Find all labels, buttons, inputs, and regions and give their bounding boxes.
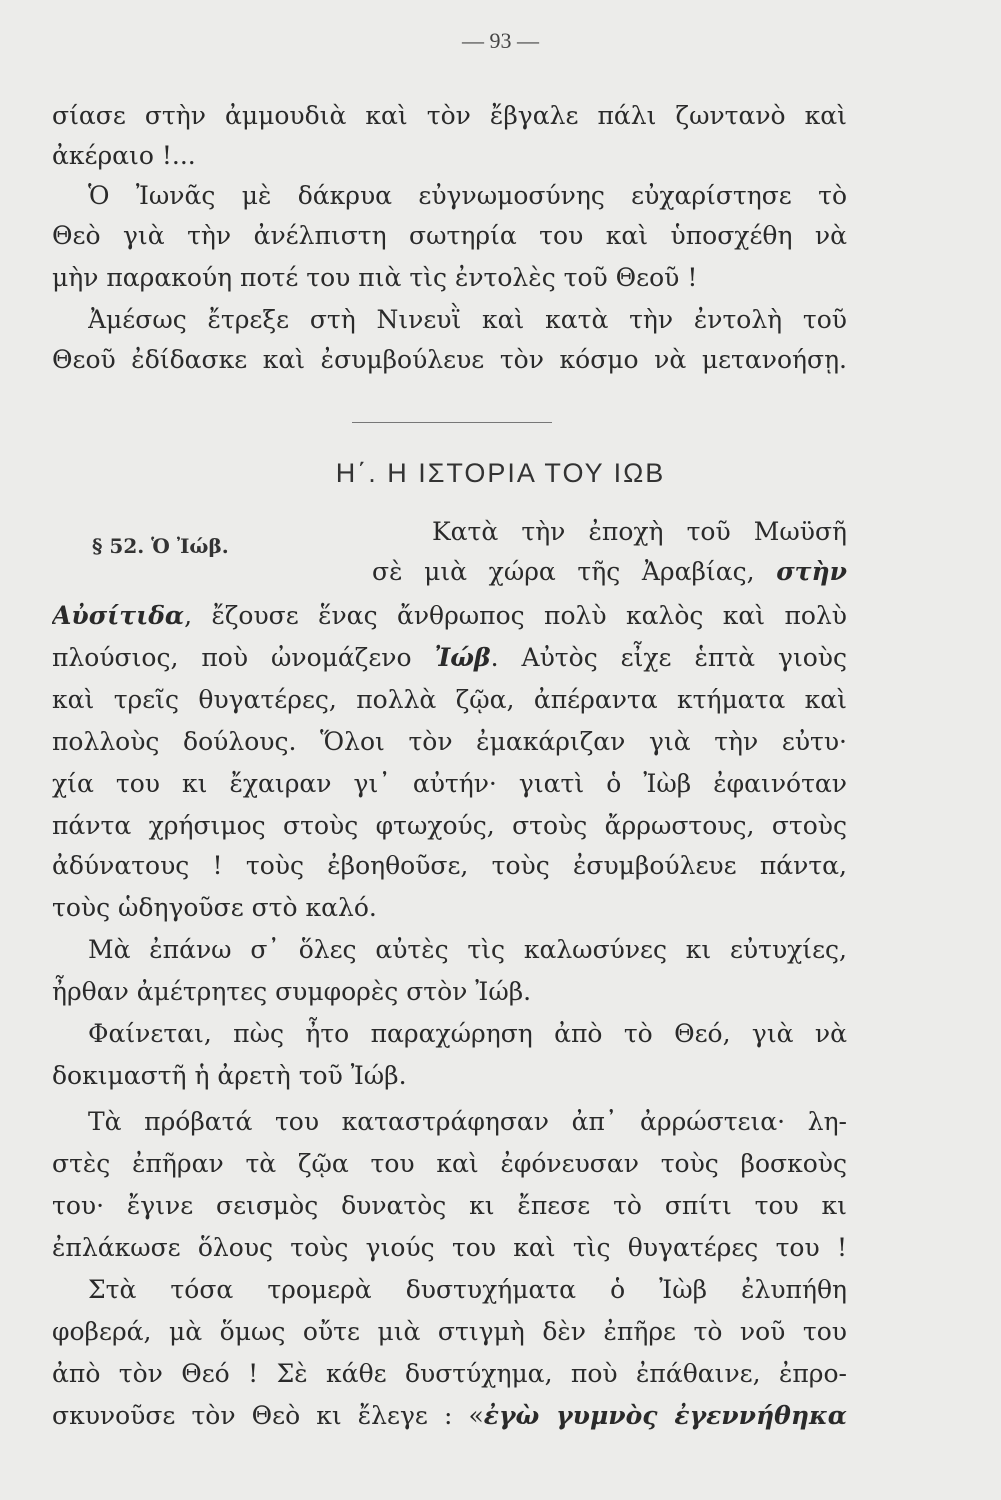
- body-line-15: Στὰ τόσα τρομερὰ δυστυχήματα ὁ Ἰὼβ ἐλυπήθη: [88, 1275, 847, 1304]
- section-line-4: πλούσιος, ποὺ ὠνομάζενο Ἰώβ. Αὐτὸς εἶχε ἑπτὰ γιοὺς: [52, 643, 847, 672]
- section-line-1: Κατὰ τὴν ἐποχὴ τοῦ Μωϋσῆ: [432, 517, 847, 546]
- section-divider: [352, 422, 552, 423]
- body-line-4: πάντα χρήσιμος στοὺς φτωχούς, στοὺς ἄρρωστους, στοὺς: [52, 811, 847, 840]
- text-line-7: Θεοῦ ἐδίδασκε καὶ ἐσυμβούλευε τὸν κόσμο νὰ μετανοήσῃ.: [52, 345, 847, 374]
- text-line-1: σίασε στὴν ἀμμουδιὰ καὶ τὸν ἔβγαλε πάλι ζωντανὸ καὶ: [52, 101, 847, 130]
- body-line-12: στὲς ἐπῆραν τὰ ζῷα του καὶ ἐφόνευσαν τοὺς βοσκοὺς: [52, 1149, 847, 1178]
- text-line-5: μὴν παρακούη ποτέ του πιὰ τὶς ἐντολὲς τοῦ Θεοῦ !: [52, 263, 698, 292]
- body-line-3: χία του κι ἔχαιραν γι᾽ αὐτήν· γιατὶ ὁ Ἰὼβ ἐφαινόταν: [52, 769, 847, 798]
- body-line-2: πολλοὺς δούλους. Ὅλοι τὸν ἐμακάριζαν γιὰ τὴν εὐτυ·: [52, 727, 847, 756]
- text-line-3: Ὁ Ἰωνᾶς μὲ δάκρυα εὐγνωμοσύνης εὐχαρίστησε τὸ: [88, 181, 847, 210]
- section-line-2: σὲ μιὰ χώρα τῆς Ἀραβίας, στὴν: [372, 557, 847, 586]
- chapter-heading: Η΄. Η ΙΣΤΟΡΙΑ ΤΟΥ ΙΩΒ: [335, 458, 666, 488]
- body-line-13: του· ἔγινε σεισμὸς δυνατὸς κι ἔπεσε τὸ σπίτι του κι: [52, 1191, 847, 1220]
- body-line-14: ἐπλάκωσε ὅλους τοὺς γιούς του καὶ τὶς θυγατέρες του !: [52, 1233, 847, 1262]
- body-line-11: Τὰ πρόβατά του καταστράφησαν ἀπ᾽ ἀρρώστεια· λη-: [88, 1107, 847, 1136]
- body-line-6: τοὺς ὡδηγοῦσε στὸ καλό.: [52, 893, 377, 922]
- body-line-16: φοβερά, μὰ ὅμως οὔτε μιὰ στιγμὴ δὲν ἐπῆρε τὸ νοῦ του: [52, 1317, 847, 1346]
- section-label: § 52. Ὁ Ἰώβ.: [92, 534, 229, 558]
- body-line-8: ἦρθαν ἀμέτρητες συμφορὲς στὸν Ἰώβ.: [52, 977, 532, 1006]
- body-line-1: καὶ τρεῖς θυγατέρες, πολλὰ ζῷα, ἀπέραντα κτήματα καὶ: [52, 685, 847, 714]
- body-line-10: δοκιμαστῆ ἡ ἀρετὴ τοῦ Ἰώβ.: [52, 1061, 407, 1090]
- body-line-17: ἀπὸ τὸν Θεό ! Σὲ κάθε δυστύχημα, ποὺ ἐπάθαινε, ἐπρο-: [52, 1359, 847, 1388]
- text-line-6: Ἀμέσως ἔτρεξε στὴ Νινευῒ καὶ κατὰ τὴν ἐντολὴ τοῦ: [88, 305, 847, 334]
- page-number: — 93 —: [462, 28, 539, 53]
- text-line-2: ἀκέραιο !...: [52, 141, 196, 170]
- body-line-7: Μὰ ἐπάνω σ᾽ ὅλες αὐτὲς τὶς καλωσύνες κι εὐτυχίες,: [88, 935, 847, 964]
- body-line-9: Φαίνεται, πὼς ἦτο παραχώρηση ἀπὸ τὸ Θεό, γιὰ νὰ: [88, 1019, 847, 1048]
- section-line-3: Αὐσίτιδα, ἔζουσε ἕνας ἄνθρωπος πολὺ καλὸς καὶ πολὺ: [52, 601, 847, 630]
- body-line-18: σκυνοῦσε τὸν Θεὸ κι ἔλεγε : «ἐγὼ γυμνὸς ἐγεννήθηκα: [52, 1401, 847, 1430]
- body-line-5: ἀδύνατους ! τοὺς ἐβοηθοῦσε, τοὺς ἐσυμβούλευε πάντα,: [52, 851, 847, 880]
- text-line-4: Θεὸ γιὰ τὴν ἀνέλπιστη σωτηρία του καὶ ὑποσχέθη νὰ: [52, 221, 847, 250]
